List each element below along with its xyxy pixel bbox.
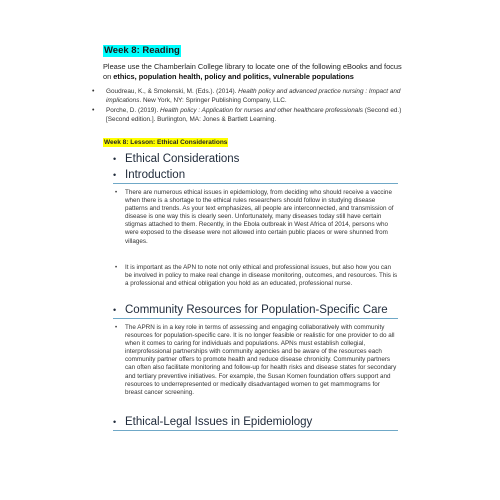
paragraph (113, 189, 398, 246)
bullet-icon: • (115, 190, 118, 196)
bullet-icon: • (115, 325, 118, 331)
paragraph (113, 324, 398, 397)
reference-title: Health policy : Application for nurses and other healthcare professionals (160, 107, 363, 115)
bullet-icon: • (92, 88, 95, 95)
bullet-icon: • (115, 265, 118, 271)
paragraph-text: It is important as the APN to note not only ethical and professional issues, but also how you can be involved in policy to make real change in disease monitoring, outcomes, and resources. This is a professional and ethical obligation you hold as an educated, professional nurse. (125, 264, 398, 288)
bullet-icon: • (113, 170, 117, 180)
section-title: Introduction (125, 169, 186, 181)
bullet-icon: • (113, 305, 117, 315)
week-reading-heading: Week 8: Reading (104, 45, 180, 56)
section-community-resources (113, 303, 398, 319)
reference-authors: Goudreau, K., & Smolenski, M. (Eds.). (2014). (106, 88, 239, 95)
reference-title: Health policy and advanced practice nursing : Impact and implications (106, 88, 401, 104)
paragraph-text: There are numerous ethical issues in epidemiology, from deciding who should receive a vaccine when there is a shortage to the ethical rules researchers should follow in studying disease patterns and trends. As your text emphasizes, all people are interconnected, and transmission of disease is one way this is clearly seen. Unfortunately, many diseases today still have certain stigmas attached to them. Recently, in the Ebola outbreak in West Africa of 2014, persons who were exposed to the disease were not allowed into certain public places or were shunned from villages. (125, 189, 394, 245)
instructions-text: Please use the Chamberlain College library to locate one of the following eBooks and focus on (103, 62, 402, 81)
section-ethical-considerations (113, 152, 398, 167)
bullet-icon: • (92, 107, 95, 115)
section-title: Ethical-Legal Issues in Epidemiology (125, 416, 313, 428)
reference-list (90, 88, 410, 126)
section-title: Community Resources for Population-Specific Care (125, 304, 388, 316)
bullet-icon: • (113, 154, 117, 164)
reference-publisher: (Second ed.) [Second edition.]. Burlington, MA: Jones & Bartlett Learning. (106, 107, 402, 123)
reading-instructions (103, 62, 403, 81)
instructions-emphasis: ethics, population health, policy and politics, vulnerable populations (113, 71, 354, 81)
reference-publisher: . New York, NY: Springer Publishing Company, LLC. (139, 96, 287, 104)
paragraph-text: The APRN is in a key role in terms of assessing and engaging collaboratively with community resources for population-specific care. It is no longer feasible or realistic for one provider to do all when it comes to caring for individuals and populations. APNs must establish collegial, interprofessional partnerships with community agencies and be aware of the resources each community partner offers to promote health and reduce disease chronicity. Community partners can often also facilitate monitoring and follow-up for health risks and disease states for secondary and tertiary preventive initiatives. For example, the Susan Komen foundation offers support and resources to underrepresented or medically disadvantaged women to get mammograms for breast cancer screening. (125, 324, 397, 396)
reference-item (90, 107, 410, 124)
section-title: Ethical Considerations (125, 153, 240, 165)
lesson-label: Week 8: Lesson: Ethical Considerations (104, 139, 228, 146)
paragraph (113, 264, 398, 288)
reference-authors: Porche, D. (2019). (106, 107, 160, 115)
bullet-icon: • (113, 417, 117, 427)
section-ethical-legal-issues (113, 415, 398, 431)
reference-item (90, 88, 410, 105)
section-introduction (113, 168, 398, 184)
